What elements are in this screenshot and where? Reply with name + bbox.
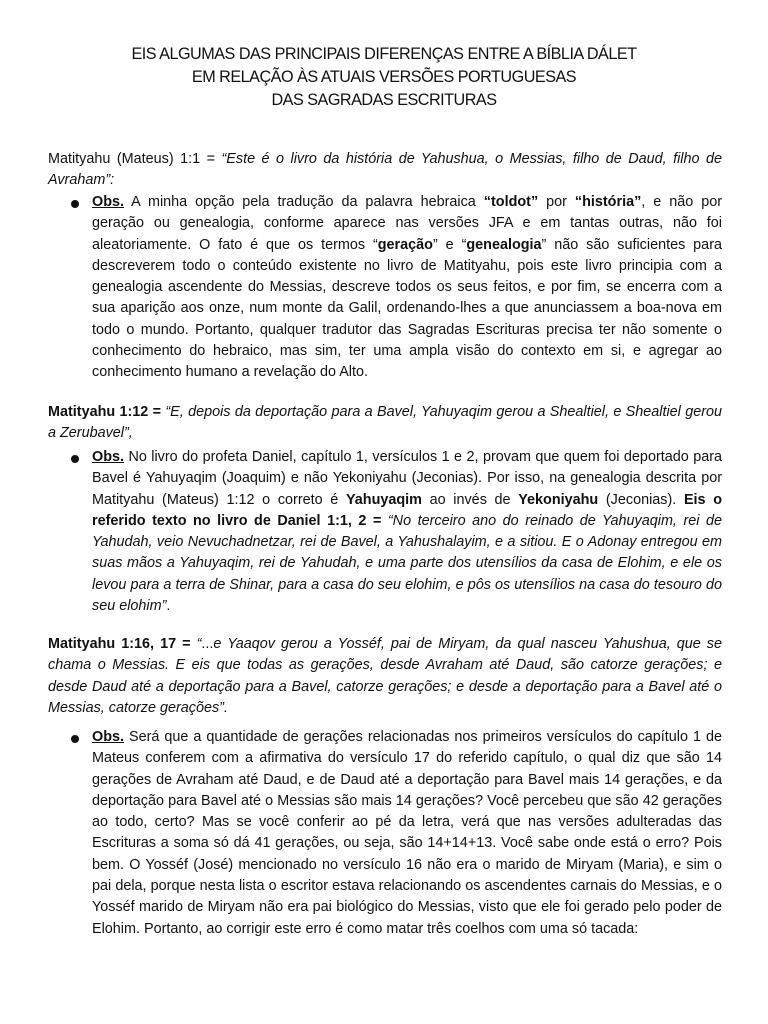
obs-text: A minha opção pela tradução da palavra hebraica xyxy=(124,194,484,210)
term-toldot: “toldot” xyxy=(483,194,539,210)
observation-1 xyxy=(92,192,722,384)
title-line-1: EIS ALGUMAS DAS PRINCIPAIS DIFERENÇAS ENTRE A BÍBLIA DÁLET xyxy=(131,45,637,63)
verse-heading-3 xyxy=(48,634,722,719)
verse-ref-paren: (Mateus) xyxy=(110,151,181,167)
obs-label: Obs. xyxy=(92,194,124,210)
obs-text: , e não por geração ou genealogia, conforme aparece nas versões JFA e em tantas outras, não foi aleatoriamente. O fato é que os termos “ xyxy=(92,194,723,253)
obs-text: por xyxy=(538,194,575,210)
verse-ref: Matityahu 1:16, 17 = xyxy=(48,636,191,652)
verse-quote: e Yaaqov gerou a Yosséf, pai de Miryam, da qual nasceu Yahushua, que se chama o Messias. E eis que todas as gerações, desde Avraham até Daud, são catorze gerações; e desde Daud até a deportação para a Bavel, catorze gerações; e desde a deportação para a Bavel até o Messias, catorze gerações”. xyxy=(48,636,723,716)
bullet-icon xyxy=(71,455,79,463)
verse-heading-1 xyxy=(48,149,722,192)
title-line-2: EM RELAÇÃO ÀS ATUAIS VERSÕES PORTUGUESAS xyxy=(191,68,577,86)
verse-ref: Matityahu 1:12 = xyxy=(48,404,162,420)
verse-ref-number: 1:1 = xyxy=(180,151,216,167)
verse-ref-name: Matityahu xyxy=(48,151,111,167)
daniel-quote: “No terceiro ano do reinado de Yahuyaqim, rei de Yahudah, veio Nevuchadnetzar, rei de Bavel, a Yahushalayim, e a sitiou. E o Adonay entregou em suas mãos a Yahuyaqim, rei de Yahudah, e uma parte dos utensílios da casa de Elohim, e ele os levou para a terra de Shinar, para a casa do seu elohim, e pôs os utensílios na casa do tesouro do seu elohim” xyxy=(92,512,722,615)
bullet-icon xyxy=(71,735,79,743)
obs-text: . xyxy=(166,598,171,615)
term-historia: “história” xyxy=(574,194,642,210)
observation-2 xyxy=(92,447,722,617)
observation-3 xyxy=(92,727,722,940)
obs-text: Será que a quantidade de gerações relacionadas nos primeiros versículos do capítulo 1 de Mateus conferem com a afirmativa do versículo 17 do referido capítulo, o qual diz que são 14 gerações de Avraham até Daud, e de Daud até a deportação para Bavel mais 14 gerações, e da deportação para Bavel até o Messias são mais 14 gerações? Você percebeu que são 42 gerações ao todo, certo? Mas se você conferir ao pé da letra, verá que nas versões adulteradas das Escrituras a soma só dá 41 gerações, ou seja, são 14+14+13. Você sabe onde está o erro? Pois bem. O Yosséf (José) mencionado no versículo 16 não era o marido de Miryam (Maria), e sim o pai dela, porque nesta lista o escritor estava relacionando os ascendentes carnais do Messias, e o Yosséf marido de Miryam não era pai biológico do Messias, visto que ele foi gerado pelo poder de Elohim. Portanto, ao corrigir este erro é como matar três coelhos com uma só tacada: xyxy=(92,729,722,937)
verse-heading-2 xyxy=(48,402,722,445)
obs-text: ” não são suficientes para descreverem todo o conteúdo existente no livro de Matityahu, pois este livro principia com a genealogia ascendente do Messias, descreve todos os seus feitos, e por fim, se encerra com a sua aparição aos onze, num monte da Galil, ordenando-lhes a que anunciassem a boa-nova em todo o mundo. Portanto, qualquer tradutor das Sagradas Escrituras precisa ter não somente o conhecimento do hebraico, mas sim, ter uma ampla visão do contexto em si, e agregar ao conhecimento humano a revelação do Alto. xyxy=(92,236,722,381)
term-genealogia: genealogia xyxy=(466,236,542,253)
quote-open: “ xyxy=(190,636,202,652)
daniel-reference: Eis o referido texto no livro de Daniel 1:1, 2 = xyxy=(92,491,722,529)
ellipsis: ... xyxy=(201,636,214,652)
obs-label: Obs. xyxy=(92,449,124,465)
verse-quote: “E, depois da deportação para a Bavel, Yahuyaqim gerou a Shealtiel, e Shealtiel gerou a Zerubavel”, xyxy=(48,404,722,442)
term-geracao: geração xyxy=(377,236,433,253)
verse-quote: “Este é o livro da história de Yahushua, o Messias, filho de Daud, filho de Avraham”: xyxy=(48,151,722,189)
obs-text: ” e “ xyxy=(432,236,467,253)
obs-label: Obs. xyxy=(92,729,124,745)
obs-text: ao invés de xyxy=(421,491,519,508)
obs-text: (Jeconias). xyxy=(598,491,684,508)
document-title xyxy=(0,43,768,112)
name-yahuyaqim: Yahuyaqim xyxy=(345,491,422,508)
title-line-3: DAS SAGRADAS ESCRITURAS xyxy=(271,91,497,109)
obs-text: No livro do profeta Daniel, capítulo 1, versículos 1 e 2, provam que quem foi deportado para Bavel é Yahuyaqim (Joaquim) e não Yekoniyahu (Jeconias). Por isso, na genealogia descrita por Matityahu (Mateus) 1:12 o correto é xyxy=(92,449,722,508)
name-yekoniyahu: Yekoniyahu xyxy=(518,491,599,508)
bullet-icon xyxy=(71,200,79,208)
